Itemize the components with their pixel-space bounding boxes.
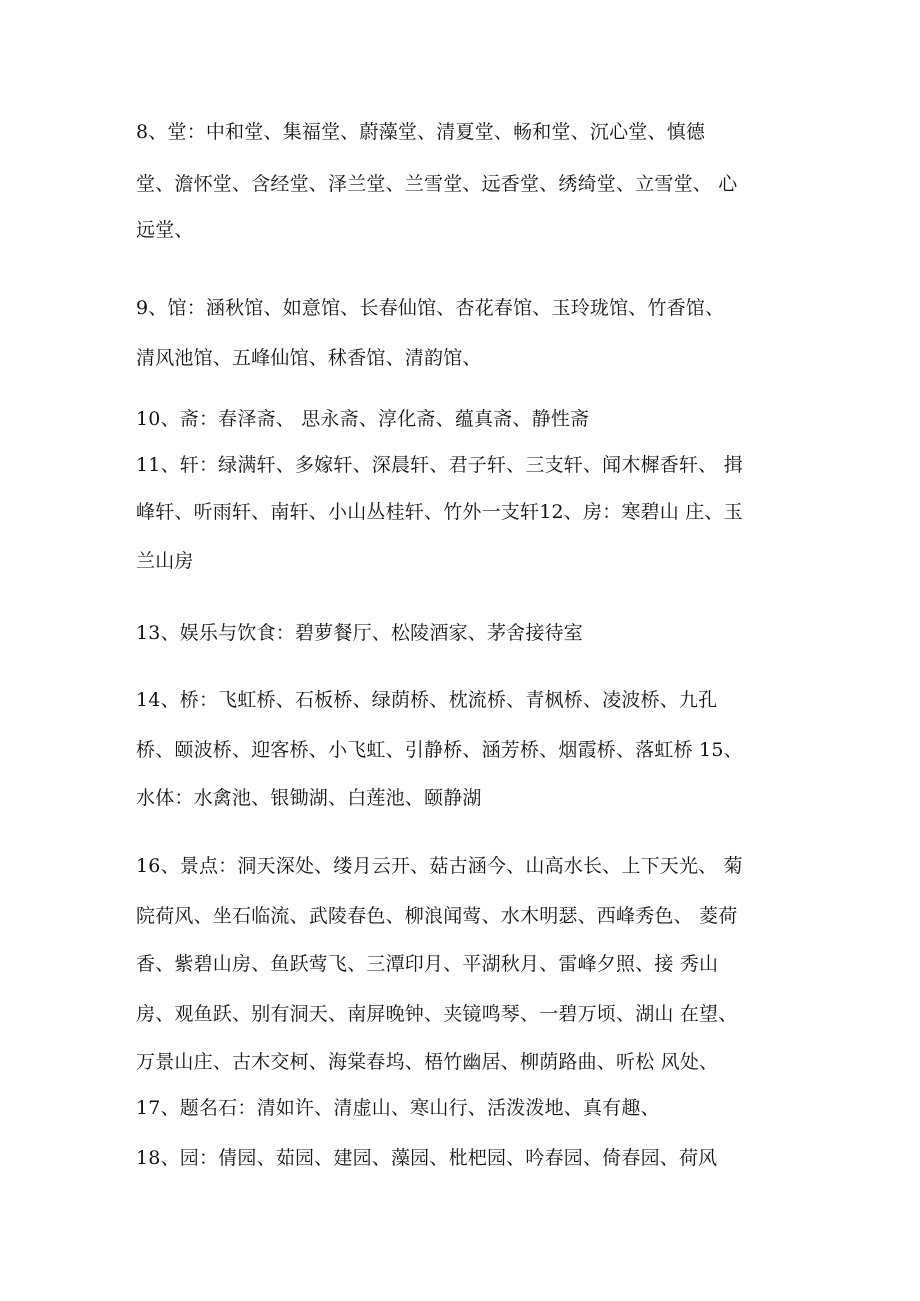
text-line-bridge-2: 桥、颐波桥、迎客桥、小飞虹、引静桥、涵芳桥、烟霞桥、落虹桥 15、 — [136, 739, 743, 761]
text-line-hall-3: 远堂、 — [136, 219, 194, 241]
text-line-gallery-3: 兰山房 — [136, 550, 194, 572]
text-line-pavilion-1: 9、馆：涵秋馆、如意馆、长春仙馆、杏花春馆、玉玲珑馆、竹香馆、 — [136, 297, 725, 319]
text-line-hall-1: 8、堂：中和堂、集福堂、蔚藻堂、清夏堂、畅和堂、沉心堂、慎德 — [136, 121, 706, 143]
text-line-water: 水体：水禽池、银锄湖、白莲池、颐静湖 — [136, 787, 482, 809]
text-line-scenic-4: 房、观鱼跃、别有洞天、南屏晚钟、夹镜鸣琴、一碧万顷、湖山 在望、 — [136, 1003, 738, 1025]
text-line-studio: 10、斋：春泽斋、 思永斋、淳化斋、蕴真斋、静性斋 — [136, 408, 590, 430]
text-line-dining: 13、娱乐与饮食：碧萝餐厅、松陵酒家、茅舍接待室 — [136, 622, 583, 644]
text-line-scenic-1: 16、景点：洞天深处、缕月云开、菇古涵今、山高水长、上下天光、 菊 — [136, 855, 743, 877]
text-line-scenic-2: 院荷风、坐石临流、武陵春色、柳浪闻莺、水木明瑟、西峰秀色、 菱荷 — [136, 905, 738, 927]
text-line-inscribed-stone: 17、题名石：清如许、清虚山、寒山行、活泼泼地、真有趣、 — [136, 1097, 660, 1119]
text-line-bridge-1: 14、桥：飞虹桥、石板桥、绿荫桥、枕流桥、青枫桥、凌波桥、九孔 — [136, 689, 718, 711]
text-line-gallery-1: 11、轩：绿满轩、多嫁轩、深晨轩、君子轩、三支轩、闻木樨香轩、 揖 — [136, 454, 743, 476]
text-line-hall-2: 堂、澹怀堂、含经堂、泽兰堂、兰雪堂、远香堂、绣绮堂、立雪堂、 心 — [136, 173, 738, 195]
text-line-garden: 18、园：倩园、茹园、建园、藻园、枇杷园、吟春园、倚春园、荷风 — [136, 1147, 718, 1169]
text-line-pavilion-2: 清风池馆、五峰仙馆、秫香馆、清韵馆、 — [136, 347, 482, 369]
text-line-scenic-5: 万景山庄、古木交柯、海棠春坞、梧竹幽居、柳荫路曲、听松 风处、 — [136, 1051, 719, 1073]
text-line-scenic-3: 香、紫碧山房、鱼跃莺飞、三潭印月、平湖秋月、雷峰夕照、接 秀山 — [136, 953, 719, 975]
text-line-gallery-2: 峰轩、听雨轩、南轩、小山丛桂轩、竹外一支轩12、房：寒碧山 庄、玉 — [136, 501, 743, 523]
